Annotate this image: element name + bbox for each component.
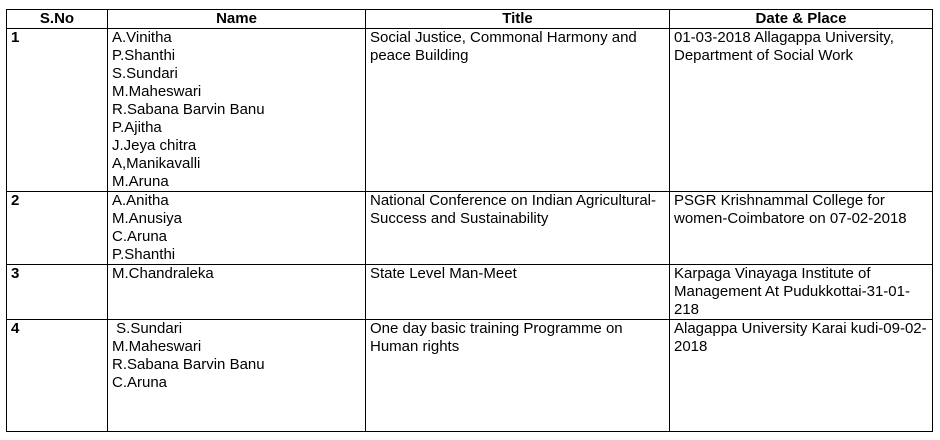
name-entry: P.Ajitha xyxy=(112,119,162,136)
row-names xyxy=(108,29,366,192)
row-title xyxy=(366,29,670,192)
name-entry: R.Sabana Barvin Banu xyxy=(112,356,265,373)
row-date-place xyxy=(670,265,933,320)
date-place-text: Karpaga Vinayaga Institute of Management At Pudukkottai-31-01-218 xyxy=(674,265,910,318)
name-entry: M.Chandraleka xyxy=(112,265,214,282)
name-entry: P.Shanthi xyxy=(112,47,176,64)
title-text: National Conference on Indian Agricultural-Success and Sustainability xyxy=(370,192,657,227)
row-sno: 4 xyxy=(7,320,108,432)
name-entry: M.Maheswari xyxy=(112,83,202,100)
title-text: One day basic training Programme on Human rights xyxy=(370,320,623,355)
name-entry: C.Aruna xyxy=(112,374,168,391)
row-title xyxy=(366,265,670,320)
row-title xyxy=(366,320,670,432)
name-entry: S.Sundari xyxy=(112,65,178,82)
name-entry: R.Sabana Barvin Banu xyxy=(112,101,265,118)
header-row xyxy=(7,10,933,29)
table-row xyxy=(7,265,933,320)
header-title: Title xyxy=(366,10,670,29)
name-entry: J.Jeya chitra xyxy=(112,137,197,154)
row-title xyxy=(366,192,670,265)
name-entry: A,Manikavalli xyxy=(112,155,201,172)
row-names xyxy=(108,320,366,432)
title-text: State Level Man-Meet xyxy=(370,265,517,282)
row-date-place xyxy=(670,320,933,432)
table-row xyxy=(7,192,933,265)
name-entry: C.Aruna xyxy=(112,228,168,245)
header-sno: S.No xyxy=(7,10,108,29)
row-names xyxy=(108,192,366,265)
name-entry: M.Anusiya xyxy=(112,210,183,227)
date-place-text: PSGR Krishnammal College for women-Coimbatore on 07-02-2018 xyxy=(674,192,907,227)
row-date-place xyxy=(670,192,933,265)
table-row xyxy=(7,29,933,192)
row-sno: 1 xyxy=(7,29,108,192)
name-entry: P.Shanthi xyxy=(112,246,176,263)
row-date-place xyxy=(670,29,933,192)
header-name: Name xyxy=(108,10,366,29)
title-text: Social Justice, Commonal Harmony and peace Building xyxy=(370,29,637,64)
events-table xyxy=(6,9,933,432)
row-sno: 3 xyxy=(7,265,108,320)
row-sno: 2 xyxy=(7,192,108,265)
header-date-place: Date & Place xyxy=(670,10,933,29)
name-entry: M.Maheswari xyxy=(112,338,202,355)
row-names xyxy=(108,265,366,320)
date-place-text: Alagappa University Karai kudi-09-02-2018 xyxy=(674,320,927,355)
name-entry: M.Aruna xyxy=(112,173,169,190)
name-entry: A.Anitha xyxy=(112,192,169,209)
name-entry: A.Vinitha xyxy=(112,29,172,46)
table-row xyxy=(7,320,933,432)
name-entry: S.Sundari xyxy=(112,320,183,337)
date-place-text: 01-03-2018 Allagappa University, Department of Social Work xyxy=(674,29,894,64)
